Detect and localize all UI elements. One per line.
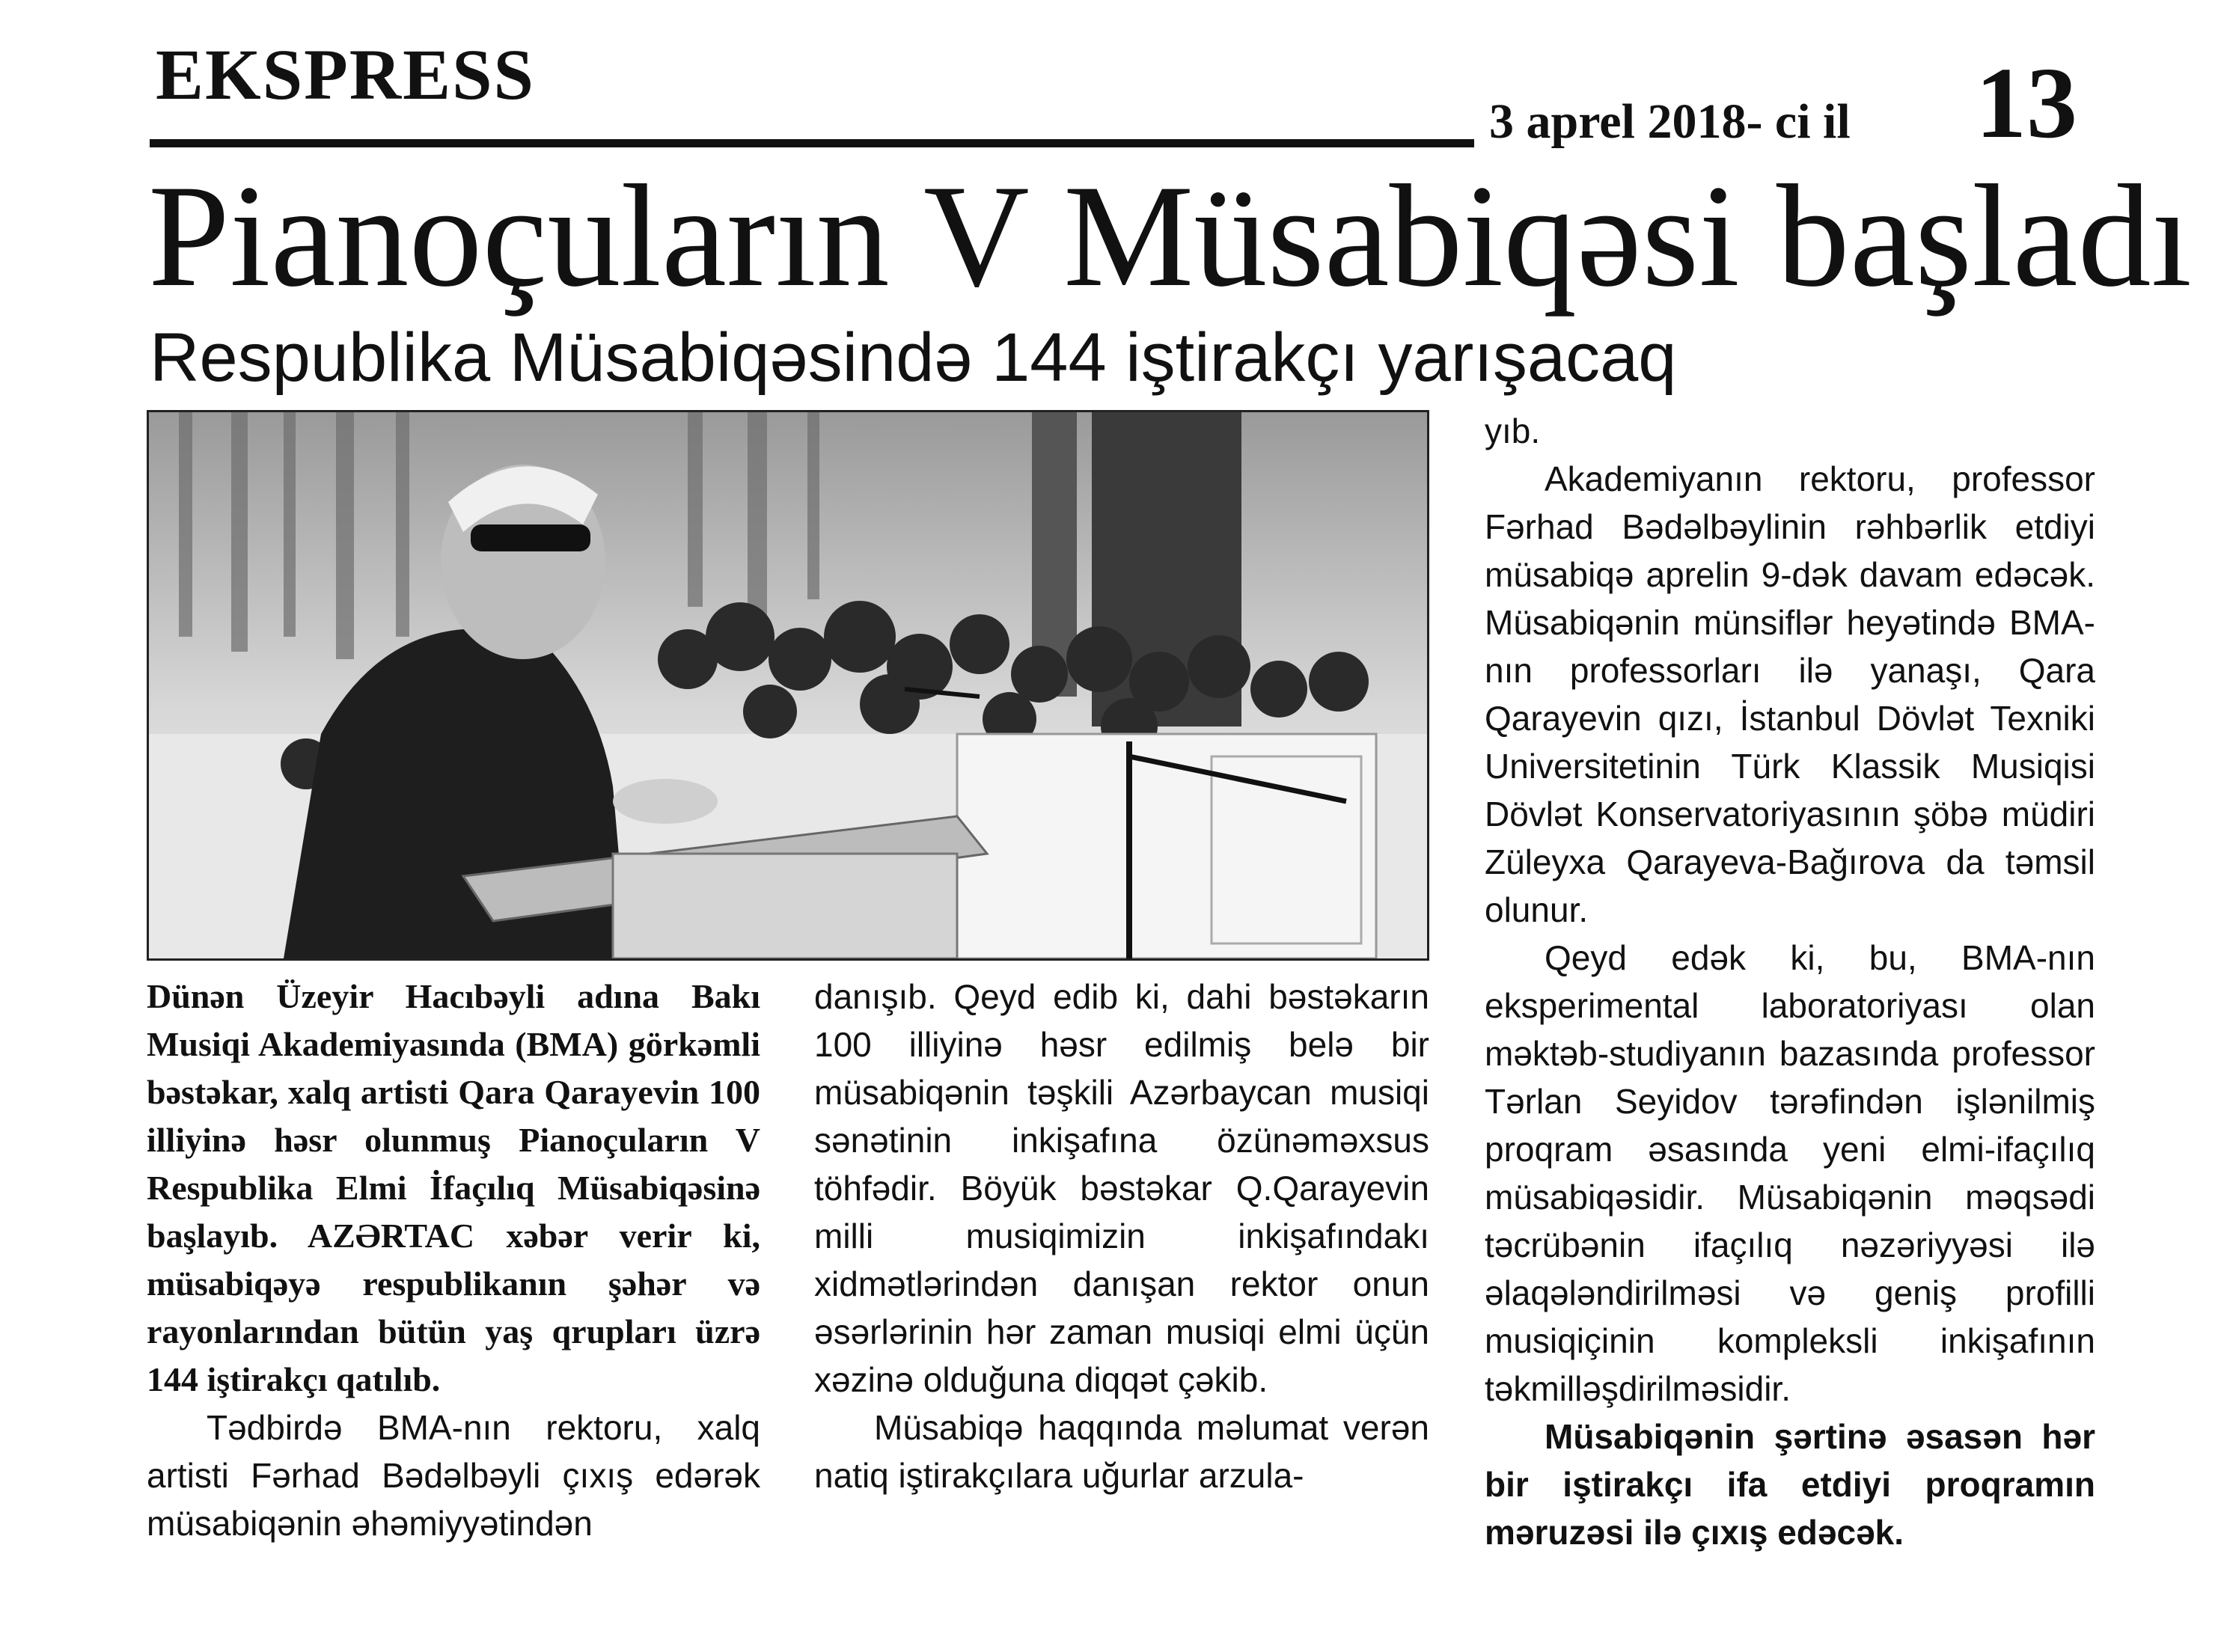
masthead: EKSPRESS xyxy=(156,34,535,114)
photo-illustration xyxy=(149,412,1427,958)
article-paragraph: yıb. xyxy=(1485,412,1541,450)
article-paragraph: Akademiyanın rektoru, professor Fərhad Bədəlbəylinin rəhbərlik etdiyi müsabiqə aprelin 9-dək davam edəcək. Müsabiqənin münsiflər heyətində BMA-nın professorları ilə yanaşı, Qara Qarayevin qızı, İstanbul Dövlət Texniki Universitetinin Türk Klassik Musiqisi Dövlət Konservatoriyasının şöbə müdiri Züleyxa Qarayeva-Bağırova da təmsil olunur. xyxy=(1485,459,2095,929)
article-column-2 xyxy=(814,973,1429,1499)
subheadline: Respublika Müsabiqəsində 144 iştirakçı yarışacaq xyxy=(150,319,1677,396)
article-paragraph-final: Müsabiqənin şərtinə əsasən hər bir iştirakçı ifa etdiyi proqramın məruzəsi ilə çıxış edəcək. xyxy=(1485,1417,2095,1552)
article-column-3 xyxy=(1485,407,2095,1556)
headline: Pianoçuların V Müsabiqəsi başladı xyxy=(148,155,2192,317)
page-number: 13 xyxy=(1976,47,2077,159)
article-paragraph: Müsabiqə haqqında məlumat verən natiq iştirakçılara uğurlar arzula- xyxy=(814,1408,1429,1495)
issue-date: 3 aprel 2018- ci il xyxy=(1489,94,1851,149)
article-column-1 xyxy=(147,973,760,1547)
article-paragraph: Tədbirdə BMA-nın rektoru, xalq artisti Fərhad Bədəlbəyli çıxış edərək müsabiqənin əhəmiyyətindən xyxy=(147,1408,760,1543)
article-photo xyxy=(147,410,1429,961)
article-paragraph: Qeyd edək ki, bu, BMA-nın eksperimental laboratoriyası olan məktəb-studiyanın bazasında professor Tərlan Seyidov tərəfindən işlənilmiş proqram əsasında yeni elmi-ifaçılıq müsabiqəsidir. Müsabiqənin məqsədi təcrübənin ifaçılıq nəzəriyyəsi ilə əlaqələndirilməsi və geniş profilli musiqiçinin kompleksli inkişafının təkmilləşdirilməsidir. xyxy=(1485,938,2095,1408)
masthead-rule xyxy=(150,139,1474,147)
article-lead: Dünən Üzeyir Hacıbəyli adına Bakı Musiqi Akademiyasında (BMA) görkəmli bəstəkar, xalq artisti Qara Qarayevin 100 illiyinə həsr olunmuş Pianoçuların V Respublika Elmi İfaçılıq Müsabiqəsinə başlayıb. AZƏRTAC xəbər verir ki, müsabiqəyə respublikanın şəhər və rayonlarından bütün yaş qrupları üzrə 144 iştirakçı qatılıb. xyxy=(147,977,760,1398)
article-paragraph: danışıb. Qeyd edib ki, dahi bəstəkarın 100 illiyinə həsr edilmiş belə bir müsabiqənin təşkili Azərbaycan musiqi sənətinin inkişafına özünəməxsus töhfədir. Böyük bəstəkar Q.Qarayevin milli musiqimizin inkişafındakı xidmətlərindən danışan rektor onun əsərlərinin hər zaman musiqi elmi üçün xəzinə olduğuna diqqət çəkib. xyxy=(814,977,1429,1399)
